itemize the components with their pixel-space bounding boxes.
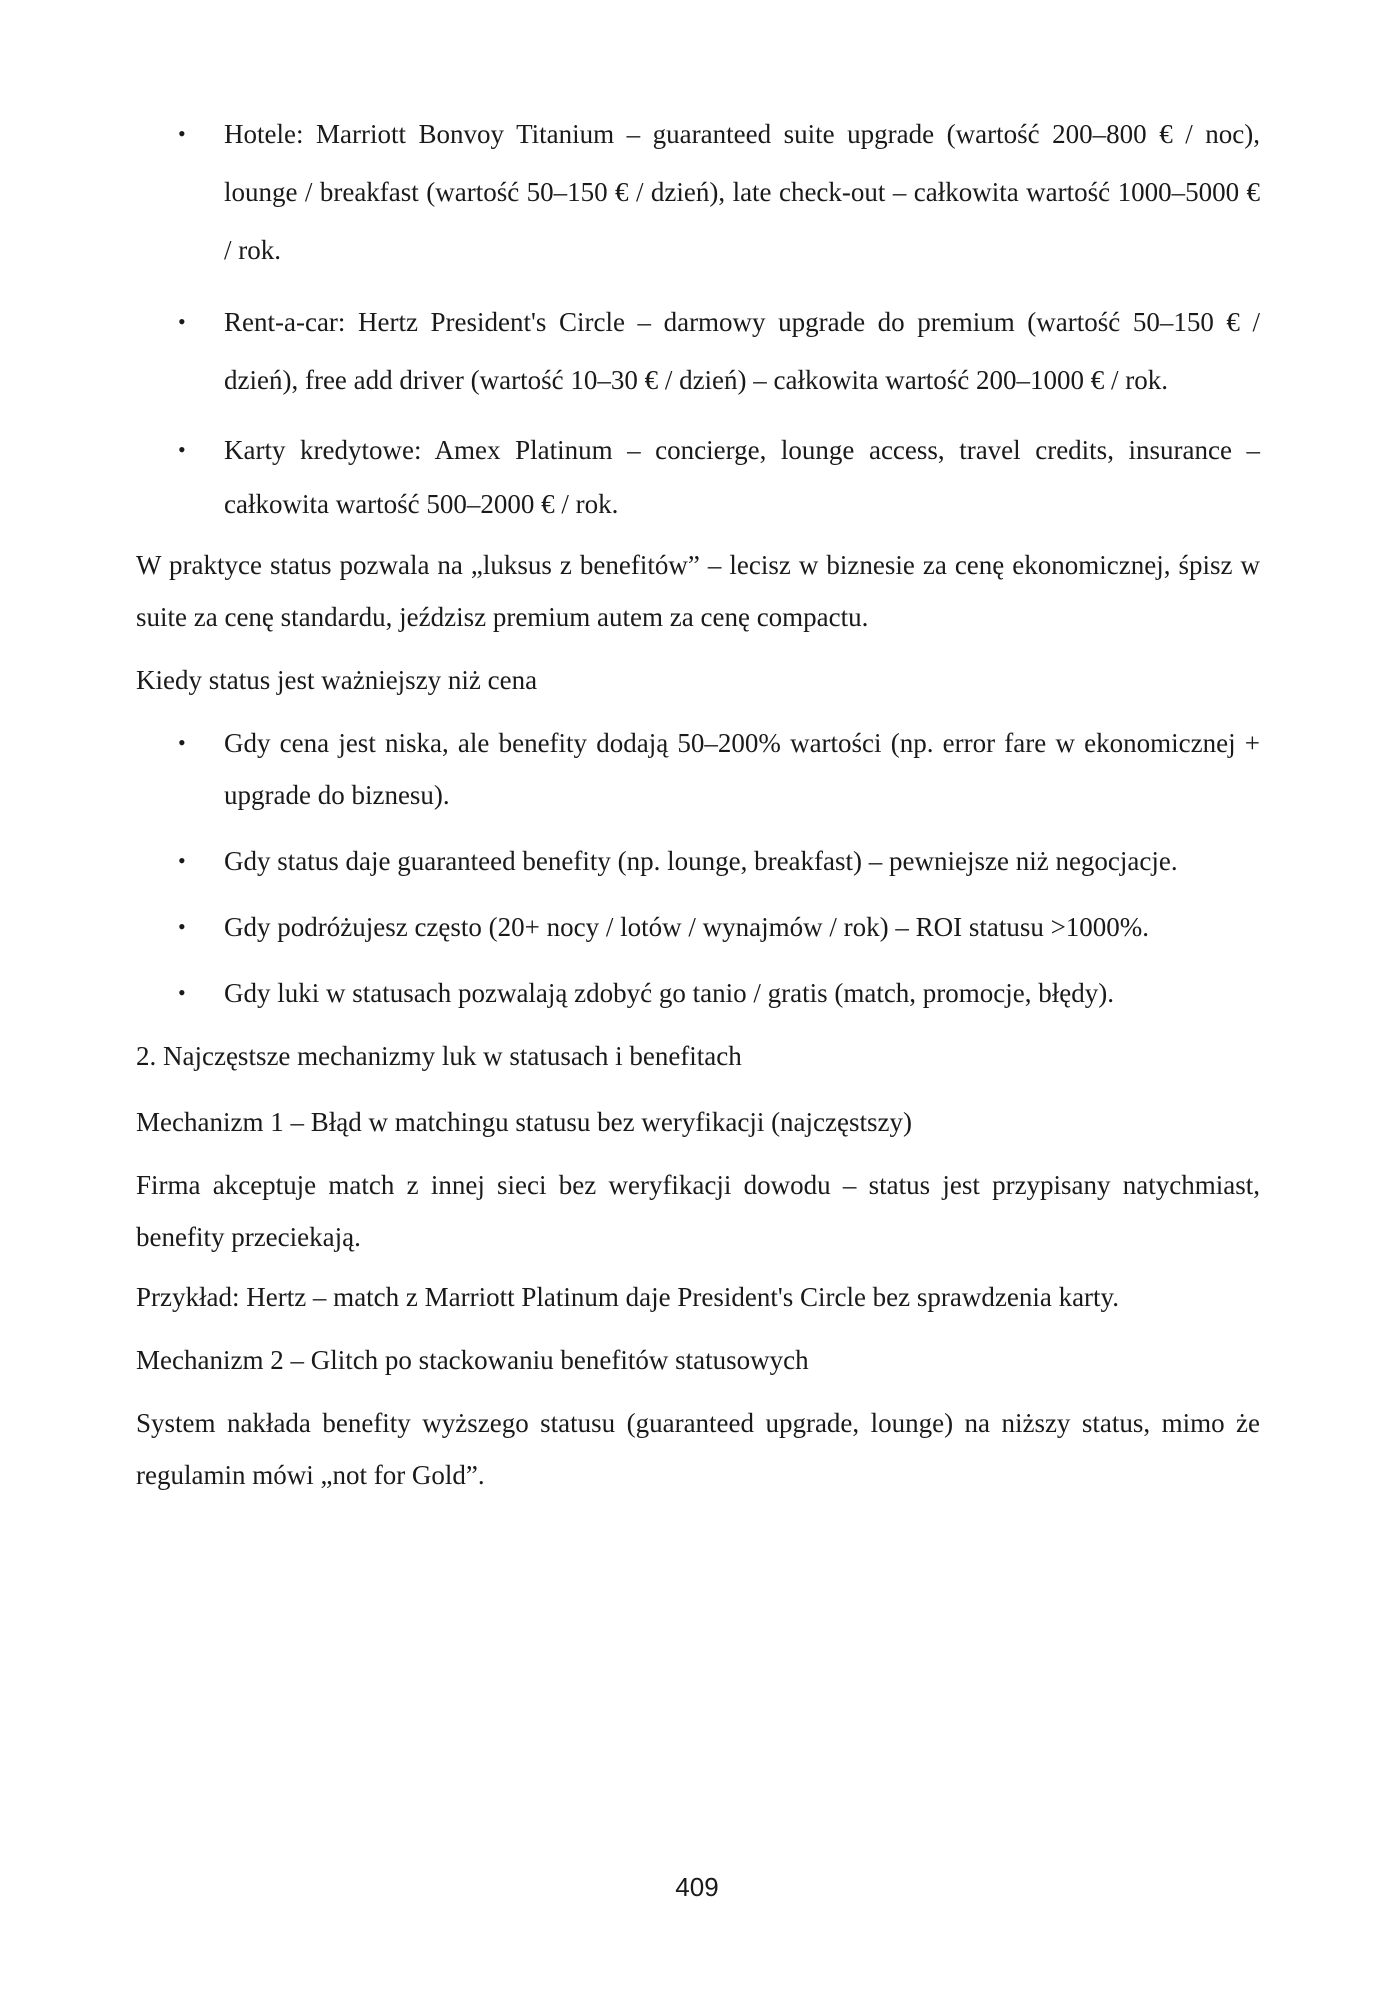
list-item xyxy=(136,901,1260,953)
section-heading: 2. Najczęstsze mechanizmy luk w statusach i benefitach xyxy=(136,1041,742,1071)
list-item-text: Hotele: Marriott Bonvoy Titanium – guaranteed suite upgrade (wartość 200–800 € / noc), lounge / breakfast (wartość 50–150 € / dzień), late check-out – całkowita wartość 1000–5000 € / rok. xyxy=(224,119,1260,265)
list-item xyxy=(136,967,1260,1019)
list-item-text: Gdy cena jest niska, ale benefity dodają 50–200% wartości (np. error fare w ekonomicznej + upgrade do biznesu). xyxy=(224,728,1260,810)
document-page xyxy=(136,0,1260,1501)
list-item-text: Karty kredytowe: Amex Platinum – concierge, lounge access, travel credits, insurance – całkowita wartość 500–2000 € / rok. xyxy=(224,435,1260,519)
mechanism-1-example: Przykład: Hertz – match z Marriott Platinum daje President's Circle bez sprawdzenia karty. xyxy=(136,1282,1120,1312)
list-item xyxy=(136,423,1260,531)
mechanism-1-description: Firma akceptuje match z innej sieci bez weryfikacji dowodu – status jest przypisany natychmiast, benefity przeciekają. xyxy=(136,1170,1260,1252)
mechanism-1-title: Mechanizm 1 – Błąd w matchingu statusu bez weryfikacji (najczęstszy) xyxy=(136,1107,912,1137)
list-item-text: Gdy podróżujesz często (20+ nocy / lotów / wynajmów / rok) – ROI statusu >1000%. xyxy=(224,912,1150,942)
bullet-icon: • xyxy=(178,121,186,146)
bullet-icon: • xyxy=(178,730,186,755)
mechanism-2-title: Mechanizm 2 – Glitch po stackowaniu benefitów statusowych xyxy=(136,1345,809,1375)
list-item-text: Gdy luki w statusach pozwalają zdobyć go tanio / gratis (match, promocje, błędy). xyxy=(224,978,1114,1008)
bullet-icon: • xyxy=(178,980,186,1005)
list-item xyxy=(136,717,1260,821)
list-item xyxy=(136,835,1260,887)
list-item xyxy=(136,293,1260,409)
subheading-when: Kiedy status jest ważniejszy niż cena xyxy=(136,665,538,695)
bullet-icon: • xyxy=(178,437,186,462)
mechanism-2-description: System nakłada benefity wyższego statusu (guaranteed upgrade, lounge) na niższy status, mimo że regulamin mówi „not for Gold”. xyxy=(136,1408,1260,1490)
paragraph-practice: W praktyce status pozwala na „luksus z benefitów” – lecisz w biznesie za cenę ekonomicznej, śpisz w suite za cenę standardu, jeździsz premium autem za cenę compactu. xyxy=(136,550,1260,632)
list-item-text: Rent-a-car: Hertz President's Circle – darmowy upgrade do premium (wartość 50–150 € / dzień), free add driver (wartość 10–30 € / dzień) – całkowita wartość 200–1000 € / rok. xyxy=(224,307,1260,395)
bullet-icon: • xyxy=(178,914,186,939)
page-number: 409 xyxy=(675,1872,719,1902)
bullet-icon: • xyxy=(178,309,186,334)
list-item-text: Gdy status daje guaranteed benefity (np. lounge, breakfast) – pewniejsze niż negocjacje. xyxy=(224,846,1178,876)
list-item xyxy=(136,105,1260,279)
bullet-icon: • xyxy=(178,848,186,873)
